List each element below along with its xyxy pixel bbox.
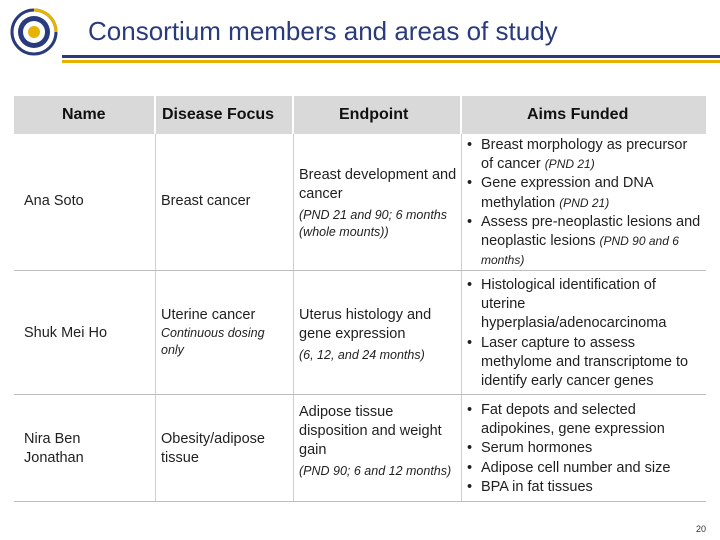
row3-endpoint-note: (PND 90; 6 and 12 months) [299,464,452,478]
row2-disease-text: Uterine cancer [161,307,256,323]
aim-item: • Gene expression and DNA methylation (PND 21) [465,174,703,212]
page-number: 20 [695,524,706,534]
aim-item: • Fat depots and selected adipokines, gene expression [465,401,703,439]
column-header-endpoint: Endpoint [339,106,409,123]
column-divider [461,134,462,502]
row1-aims [465,136,703,270]
title-rule-blue [62,55,720,58]
row2-endpoint [299,306,457,364]
aim-item: • Assess pre-neoplastic lesions and neoplastic lesions (PND 90 and 6 months) [465,213,703,271]
aim-item: • Laser capture to assess methylome and transcriptome to identify early cancer genes [465,334,703,392]
row2-disease [161,306,289,359]
row2-endpoint-text: Uterus histology and gene expression [299,307,432,342]
row1-endpoint-note: (PND 21 and 90; 6 months (whole mounts)) [299,208,447,239]
title-rule-gold [62,60,720,63]
row2-name: Shuk Mei Ho [24,325,108,341]
aim-item: • Adipose cell number and size [465,459,703,478]
aim-item: • BPA in fat tissues [465,478,703,497]
row1-disease: Breast cancer [161,193,251,209]
consortium-logo-icon [10,8,58,56]
column-divider [155,134,156,502]
row1-endpoint [299,166,457,241]
row1-name: Ana Soto [24,193,84,209]
row-divider [14,394,706,395]
column-header-name: Name [62,106,106,123]
row3-name: Nira Ben Jonathan [24,431,84,466]
column-header-disease: Disease Focus [162,106,275,123]
column-divider [293,134,294,502]
aim-item: • Histological identification of uterine hyperplasia/adenocarcinoma [465,276,703,334]
aim-item: • Serum hormones [465,439,703,458]
row3-endpoint [299,403,457,480]
row2-disease-note: Continuous dosing only [161,326,265,357]
aim-item: • Breast morphology as precursor of cancer (PND 21) [465,136,703,174]
row3-endpoint-text: Adipose tissue disposition and weight gain [299,404,442,458]
row3-disease: Obesity/adipose tissue [161,431,265,466]
row3-aims [465,401,703,497]
column-header-aims: Aims Funded [527,106,629,123]
page-title: Consortium members and areas of study [88,16,558,46]
row2-endpoint-note: (6, 12, and 24 months) [299,348,425,362]
row1-endpoint-text: Breast development and cancer [299,167,457,202]
row-divider [14,501,706,502]
row2-aims [465,276,703,391]
